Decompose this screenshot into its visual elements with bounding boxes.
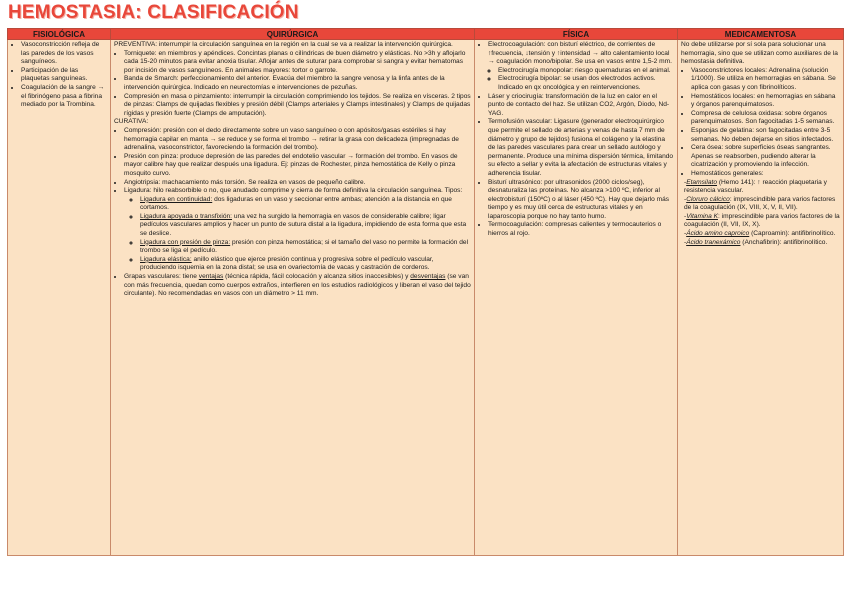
curativa-intro: CURATIVA: <box>114 118 149 126</box>
medicamentosa-list <box>681 67 840 179</box>
header-medicamentosa: MEDICAMENTOSA <box>678 29 844 40</box>
list-item: -Etamsilato (Hemo 141): ↑ reacción plaquetaria y resistencia vascular. <box>684 178 827 195</box>
ligadura-text: Ligadura: hilo reabsorbible o no, que anudado comprime y cierra de forma definitiva la circulación sanguínea. Tipos: <box>124 187 463 195</box>
cell-fisiologica <box>8 40 111 556</box>
drug-name: Ácido tranexámico <box>686 238 741 246</box>
list-item <box>488 41 674 93</box>
grapas-ventajas: ventajas <box>198 273 224 281</box>
ligadura-tipo-name: Ligadura con presión de pinza: <box>140 238 231 246</box>
list-item: -Ácido tranexámico (Anchafibrin): antifibrinolítico. <box>684 238 828 246</box>
list-item: • Hemostáticos locales: en hemorragias en sábana y órganos parenquimatosos. <box>691 93 840 110</box>
grapas-text: (se van con más frecuencia, quedan como cuerpos extraños, interfieren en los estudios radiológicos y liberan el vaso del tejido circulante). No recomendadas en vasos con un diámetro > 11 mm. <box>124 273 471 298</box>
list-item <box>140 256 471 273</box>
page-title: HEMOSTASIA: CLASIFICACIÓN <box>8 2 299 23</box>
list-item: • Vasoconstrictores locales: Adrenalina (solución 1/1000). Se utiliza en hemorragias en sábana. Se aplica con gasas y con fibrinolíticos. <box>691 67 840 93</box>
classification-table <box>7 28 844 556</box>
ligadura-tipo-text: anillo elástico que ejerce presión continua y progresiva sobre el pedículo vascular, produciendo isquemia en la zona distal; se usa en ovariectomía de vacas y castración de corderos. <box>140 255 434 272</box>
ligadura-tipo-name: Ligadura apoyada o transfixión: <box>140 212 233 220</box>
list-item <box>124 187 471 273</box>
list-item: • Hemostáticos generales: <box>691 170 840 179</box>
list-item: • Cera ósea: sobre superficies óseas sangrantes. Apenas se reabsorben, pudiendo alterar la cicatrización y promoviendo la infección. <box>691 144 840 170</box>
list-item: • Torniquete: en miembros y apéndices. Concintas planas o cilíndricas de buen diámetro y elásticas. No >3h y aflojarlo cada 15-20 minutos para evitar anoxia tisular. Aflojar antes de suturar para comprobar si sangra y evitar hematomas por incisión de vasos sanguíneos. En animales mayores: tortor o garrote. <box>124 50 471 76</box>
list-item <box>140 213 471 239</box>
ligadura-tipo-text: presión con pinza hemostática; si el tamaño del vaso no permite la formación del trombo se liga el pedículo. <box>140 238 469 255</box>
grapas-text: (técnica rápida, fácil colocación y alcanza sitios inaccesibles) y <box>223 273 411 281</box>
list-item: ◦ Electrocirugía monopolar: riesgo quemaduras en el animal. <box>498 67 674 76</box>
ligadura-tipo-name: Ligadura elástica: <box>140 255 192 263</box>
drug-text: (Hemo 141): ↑ reacción plaquetaria y resistencia vascular. <box>684 178 827 195</box>
grapas-text: Grapas vasculares: tiene <box>124 273 199 281</box>
header-fisica: FÍSICA <box>475 29 678 40</box>
list-item: • Coagulación de la sangre → el fibrinógeno pasa a fibrina mediado por la Trombina. <box>21 84 107 110</box>
list-item: • Esponjas de gelatina: son fagocitadas entre 3-5 semanas. No deben dejarse en sitios infectados. <box>691 127 840 144</box>
fisiologica-list <box>11 41 107 110</box>
list-item: • Participación de las plaquetas sanguíneas. <box>21 67 107 84</box>
list-item: • Angiotripsia: machacamiento más torsión. Se realiza en vasos de pequeño calibre. <box>124 179 471 188</box>
ligadura-tipo-text: dos ligaduras en un vaso y seccionar entre ambas; atención a la distancia en que cortamos. <box>140 195 452 212</box>
list-item: • Presión con pinza: produce depresión de las paredes del endotelio vascular → formación del trombo. En vasos de mayor calibre hay que realizar después una ligadura. Ej: pinzas de Rochester, pinza hemostática de Kelly o pinza mosquito curvo. <box>124 153 471 179</box>
curativa-list <box>114 127 471 299</box>
list-item: • Bisturí ultrasónico: por ultrasonidos (2000 ciclos/seg), desnaturaliza las proteínas. No alcanza >100 ºC, inferior al electrobisturí (150ºC) o al láser (450 ºC). Hay que dejarlo más tiempo y es muy útil cerca de estructuras vitales y en laparoscopia porque no hay tanto humo. <box>488 179 674 222</box>
header-fisiologica: FISIOLÓGICA <box>8 29 111 40</box>
drug-name: Etamsilato <box>686 178 717 186</box>
list-item: • Banda de Smarch: perfeccionamiento del anterior. Evacúa del miembro la sangre venosa y la linfa antes de la intervención quirúrgica. Indicado en neurectomías e intervenciones de pezuñas. <box>124 75 471 92</box>
header-row <box>8 29 844 40</box>
ligadura-tipos-list <box>124 196 471 273</box>
list-item <box>140 239 471 256</box>
hemostaticos-generales <box>681 179 840 248</box>
list-item: -Vitamina K: imprescindible para varios factores de la coagulación (II, VII, IX, X). <box>684 212 840 229</box>
header-quirurgica: QUIRÚRGICA <box>111 29 475 40</box>
list-item <box>124 273 471 299</box>
list-item: -Cloruro cálcico: imprescindible para varios factores de la coagulación (IX, VIII, X, V, II, VII). <box>684 195 836 212</box>
medicamentosa-intro: No debe utilizarse por sí sola para solucionar una hemorragia, sino que se utilizan como auxiliares de la hemostasia definitiva. <box>681 41 838 66</box>
cell-medicamentosa <box>678 40 844 556</box>
preventiva-intro: PREVENTIVA: interrumpir la circulación sanguínea en la región en la cual se va a realizar la intervención quirúrgica. <box>114 41 453 48</box>
preventiva-list <box>114 50 471 119</box>
drug-name: Cloruro cálcico <box>686 195 730 203</box>
cell-fisica <box>475 40 678 556</box>
ligadura-tipo-name: Ligadura en continuidad: <box>140 195 213 203</box>
fisica-list <box>478 41 674 239</box>
drug-text: (Caproamin): antifibrinolítico. <box>749 230 836 238</box>
drug-name: Vitamina K <box>686 212 718 220</box>
list-item: • Láser y criocirugía: transformación de la luz en calor en el punto de contacto del haz. Se utilizan CO2, Argón, Diodo, Nd-YAG. <box>488 93 674 119</box>
drug-text: (Anchafibrin): antifibrinolítico. <box>740 238 828 246</box>
list-item: • Termocoagulación: compresas calientes y termocauterios o hierros al rojo. <box>488 221 674 238</box>
drug-text: : imprescindible para varios factores de la coagulación (II, VII, IX, X). <box>684 212 840 229</box>
electrocoagulacion-text: Electrocoagulación: con bisturí eléctrico, de corrientes de ↑frecuencia, ↓tensión y ↑intensidad → alto calentamiento local → coagulación mono/bipolar. Se usa en vasos entre 1,5-2 mm. <box>488 41 672 66</box>
list-item: • Vasoconstricción refleja de las paredes de los vasos sanguíneos. <box>21 41 107 67</box>
list-item: • Termofusión vascular: Ligasure (generador electroquirúrgico que permite el sellado de arterias y venas de hasta 7 mm de diámetro y grupo de tejidos) fusiona el colágeno y la elastina de las paredes vasculares para crear un sellado autólogo y permanente. Produce una mínima dispersión térmica, limitando su efecto a sellar y evita la afectación de estructuras vitales y adherencia tisular. <box>488 118 674 178</box>
list-item: • Compresa de celulosa oxidasa: sobre órganos parenquimatosos. Son fagocitadas 1-5 semanas. <box>691 110 840 127</box>
electro-sub-list <box>488 67 674 93</box>
drug-text: : imprescindible para varios factores de la coagulación (IX, VIII, X, V, II, VII). <box>684 195 836 212</box>
list-item: ◦ Electrocirugía bipolar: se usan dos electrodos activos. Indicado en qx oncológica y en reintervenciones. <box>498 75 674 92</box>
list-item <box>140 196 471 213</box>
content-row <box>8 40 844 556</box>
grapas-desventajas: desventajas <box>410 273 446 281</box>
list-item: -Ácido amino caproico (Caproamin): antifibrinolítico. <box>684 230 836 238</box>
list-item: • Compresión en masa o pinzamiento: interrumpir la circulación comprimiendo los tejidos. Se realiza en vísceras. 2 tipos de pinzas: Clamps de quijadas flexibles y presión débil (Clamps arteriales y Clamps intestinales) y Clamps de quijadas rígidas y presión fuerte (Clamps de amputación). <box>124 93 471 119</box>
list-item: • Compresión: presión con el dedo directamente sobre un vaso sanguíneo o con apósitos/gasas estériles si hay hemorragia capilar en manta → se reduce y se forma el trombo → retirar la grasa con delicadeza (impregnadas de adrenalina, vasoconstrictor, favoreciendo la formación del trombo). <box>124 127 471 153</box>
cell-quirurgica <box>111 40 475 556</box>
drug-name: Ácido amino caproico <box>686 230 750 238</box>
ligadura-tipo-text: una vez ha surgido la hemorragia en vasos de considerable calibre; ligar pedículos vasculares amplios y hacer un punto de sutura distal a la ligadura, impidiendo de esta forma que esta se deslice. <box>140 212 467 238</box>
